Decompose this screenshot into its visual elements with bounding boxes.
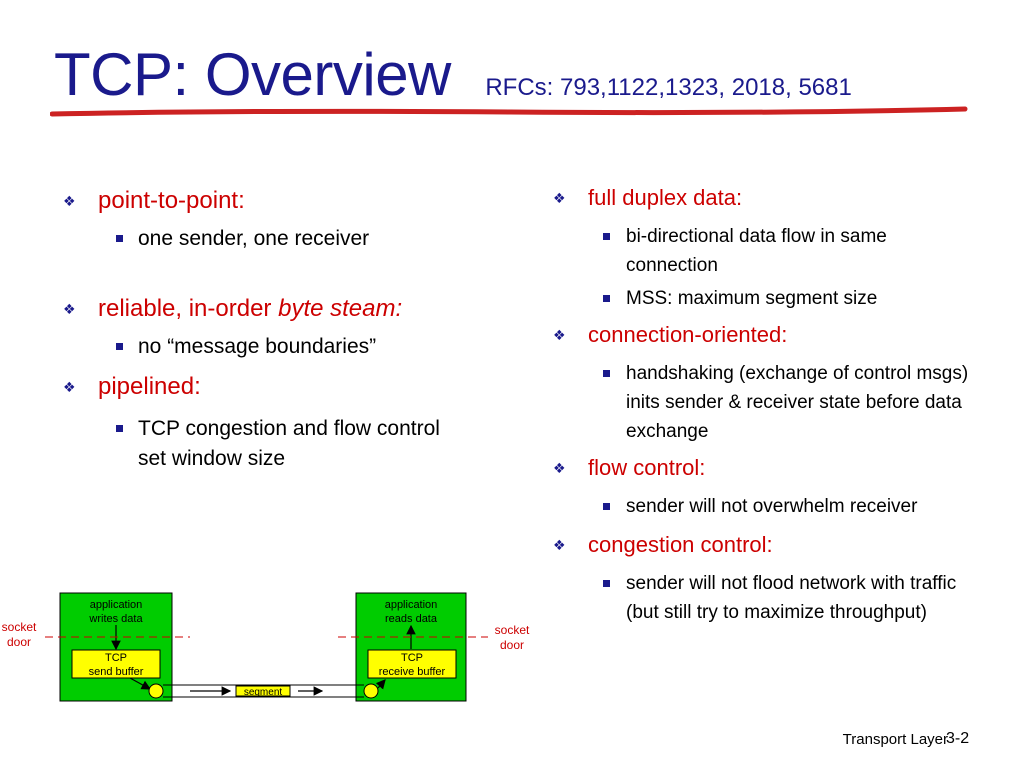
square-bullet-icon: [603, 295, 610, 302]
recv-buffer-label-1: TCP: [401, 652, 423, 664]
diamond-bullet-icon: ❖: [553, 190, 566, 206]
right-socket-label-2: door: [499, 638, 525, 652]
sub-bullet-text: one sender, one receiver: [138, 227, 370, 250]
bullet-point-to-point: [60, 186, 500, 216]
sub-bullet: [60, 414, 448, 474]
sub-bullet-text: sender will not flood network with traffic (but still try to maximize throughput): [626, 573, 957, 623]
sub-bullet-text: bi-directional data flow in same connection: [626, 226, 887, 276]
square-bullet-icon: [603, 580, 610, 587]
bullet-connection-oriented: [550, 321, 980, 349]
title-underline: [50, 104, 970, 120]
diamond-bullet-icon: ❖: [63, 193, 76, 209]
page-number: 3-2: [946, 730, 970, 747]
diamond-bullet-icon: ❖: [63, 301, 76, 317]
square-bullet-icon: [603, 503, 610, 510]
sub-bullet-text: no “message boundaries”: [138, 335, 377, 358]
sender-socket-circle: [149, 684, 163, 698]
diamond-bullet-icon: ❖: [553, 327, 566, 343]
bullet-label-italic: byte steam:: [278, 295, 403, 322]
square-bullet-icon: [116, 343, 123, 350]
recv-buffer-label-2: receive buffer: [378, 666, 446, 678]
app-reads-label-1: application: [384, 599, 438, 611]
left-socket-label-1: socket: [1, 620, 37, 634]
sub-bullet: [60, 332, 500, 362]
bullet-full-duplex: [550, 184, 980, 212]
bullet-reliable: [60, 294, 500, 324]
app-writes-label-1: application: [89, 599, 143, 611]
left-socket-label-2: door: [6, 635, 32, 649]
sub-bullet-text: handshaking (exchange of control msgs) inits sender & receiver state before data exchange: [626, 363, 969, 442]
diamond-bullet-icon: ❖: [553, 460, 566, 476]
bullet-label: point-to-point:: [98, 187, 245, 214]
left-column: [60, 180, 500, 474]
sub-bullet: [550, 222, 980, 280]
app-writes-label-2: writes data: [89, 613, 143, 625]
bullet-congestion-control: [550, 531, 980, 559]
bullet-label: pipelined:: [98, 373, 201, 400]
bullet-label: reliable, in-order: [98, 295, 279, 322]
send-buffer-label-1: TCP: [105, 652, 127, 664]
title-main: TCP: Overview: [54, 41, 451, 108]
sub-bullet: [550, 492, 926, 521]
bullet-flow-control: [550, 454, 980, 482]
bullet-label: connection-oriented:: [588, 322, 788, 347]
bullet-pipelined: [60, 372, 500, 402]
sub-bullet: [60, 224, 500, 254]
square-bullet-icon: [603, 370, 610, 377]
sub-bullet: [550, 359, 980, 446]
slide-title: [54, 40, 852, 109]
bullet-label: congestion control:: [588, 532, 773, 557]
square-bullet-icon: [116, 235, 123, 242]
app-reads-label-2: reads data: [385, 613, 437, 625]
sub-bullet-text: sender will not overwhelm receiver: [626, 496, 918, 517]
send-buffer-label-2: send buffer: [88, 666, 144, 678]
sub-bullet-text: MSS: maximum segment size: [626, 288, 878, 309]
sub-bullet-text: TCP congestion and flow control set window size: [138, 417, 440, 470]
title-rfcs: RFCs: 793,1122,1323, 2018, 5681: [485, 74, 852, 101]
diamond-bullet-icon: ❖: [63, 379, 76, 395]
sub-bullet: [550, 569, 966, 627]
square-bullet-icon: [116, 425, 123, 432]
receiver-socket-circle: [364, 684, 378, 698]
bullet-label: flow control:: [588, 455, 706, 480]
right-socket-label-1: socket: [494, 623, 530, 637]
diamond-bullet-icon: ❖: [553, 537, 566, 553]
segment-label: segment: [243, 687, 283, 698]
footer-label: Transport Layer: [842, 731, 948, 748]
sub-bullet: [550, 284, 980, 313]
square-bullet-icon: [603, 233, 610, 240]
bullet-label: full duplex data:: [588, 185, 743, 210]
right-column: [550, 180, 980, 627]
tcp-buffer-diagram: [0, 585, 540, 710]
